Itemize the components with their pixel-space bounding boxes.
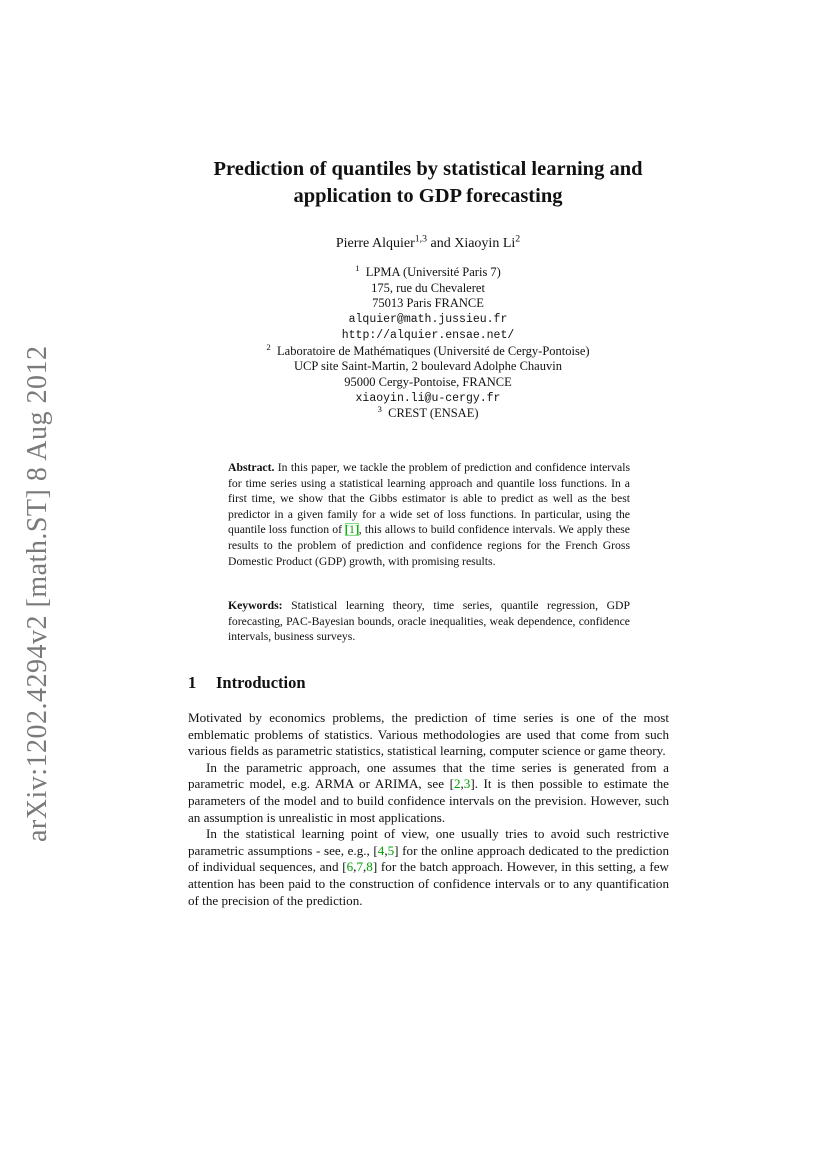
citation-link-4[interactable]: 4 <box>377 842 385 858</box>
citation-separator: , <box>353 859 357 875</box>
affiliations <box>150 262 706 422</box>
citation-separator: , <box>384 842 388 858</box>
affiliation-2-name <box>150 341 706 360</box>
affiliation-1-name <box>150 262 706 281</box>
author-2-marks: 2 <box>515 233 521 245</box>
paragraph-3-text-a: In the statistical learning point of view, one usually tries to avoid such restrictive parametric assumptions - see, e.g., [ <box>188 826 669 858</box>
affiliation-3-name-text: CREST (ENSAE) <box>388 406 479 421</box>
introduction-body <box>188 710 669 909</box>
paper-title <box>150 156 706 210</box>
affiliation-1-email[interactable]: alquier@math.jussieu.fr <box>348 313 508 327</box>
abstract-label: Abstract. <box>228 461 275 474</box>
citation-link-7[interactable]: 7 <box>356 859 363 875</box>
author-2: Xiaoyin Li <box>454 236 516 251</box>
author-1-marks: 1,3 <box>414 233 427 245</box>
section-title: Introduction <box>216 673 306 692</box>
author-1: Pierre Alquier <box>335 236 415 251</box>
affiliation-1-street: 175, rue du Chevaleret <box>371 280 485 295</box>
affiliation-2-street: UCP site Saint-Martin, 2 boulevard Adolphe Chauvin <box>294 359 562 374</box>
keywords-label: Keywords: <box>228 599 283 612</box>
affiliation-2-city: 95000 Cergy-Pontoise, FRANCE <box>344 374 512 389</box>
affiliation-3-mark: 3 <box>377 404 382 415</box>
section-number: 1 <box>188 673 197 692</box>
abstract-text-b: , this allows to build confidence intervals. We apply these results to the problem of prediction and confidence regions for the French Gross Domestic Product (GDP) growth, with promising results. <box>228 523 630 568</box>
paragraph-3 <box>188 826 669 909</box>
citation-link-1[interactable]: [1] <box>345 523 359 537</box>
authors-line <box>150 233 706 252</box>
affiliation-1-mark: 1 <box>355 262 360 273</box>
paragraph-1: Motivated by economics problems, the prediction of time series is one of the most emblematic problems of statistics. Various methodologies are used that come from such various fields as parametric statistics, statistical learning, computer science or game theory. <box>188 710 669 759</box>
paragraph-3-text-b: ] for the online approach dedicated to the prediction of individual sequences, and [ <box>188 842 670 875</box>
citation-link-3[interactable]: 3 <box>463 776 471 792</box>
title-line-2: application to GDP forecasting <box>293 185 563 207</box>
paragraph-2-text-b: ]. It is then possible to estimate the parameters of the model and to build confidence intervals on the prevision. However, such an assumption is unrealistic in most applications. <box>188 776 669 825</box>
keywords-text: Statistical learning theory, time series, quantile regression, GDP forecasting, PAC-Bayesian bounds, oracle inequalities, weak dependence, confidence intervals, business surveys. <box>228 599 630 644</box>
arxiv-identifier: arXiv:1202.4294v2 [math.ST] 8 Aug 2012 <box>22 345 53 842</box>
affiliation-2-email[interactable]: xiaoyin.li@u-cergy.fr <box>355 391 501 405</box>
paragraph-2-text-a: In the parametric approach, one assumes that the time series is generated from a parametric model, e.g. ARMA or ARIMA, see [ <box>188 759 669 792</box>
affiliation-1-url[interactable]: http://alquier.ensae.net/ <box>341 328 515 342</box>
affiliation-1-city: 75013 Paris FRANCE <box>372 296 484 311</box>
citation-separator: , <box>362 859 367 875</box>
paragraph-3-text-c: ] for the batch approach. However, in this setting, a few attention has been paid to the construction of confidence intervals or to any quantification of the precision of the prediction. <box>188 859 669 908</box>
affiliation-2-mark: 2 <box>266 341 271 352</box>
abstract-text-a: In this paper, we tackle the problem of prediction and confidence intervals for time series using a statistical learning approach and quantile loss functions. In a first time, we show that the Gibbs estimator is able to predict as well as the best predictor in a given family for a wide set of loss functions. In particular, using the quantile loss function of <box>228 461 630 537</box>
title-line-1: Prediction of quantiles by statistical learning and <box>213 158 643 180</box>
affiliation-2-name-text: Laboratoire de Mathématiques (Université de Cergy-Pontoise) <box>277 343 590 358</box>
abstract <box>228 460 630 569</box>
paragraph-2 <box>188 760 669 826</box>
affiliation-1-name-text: LPMA (Université Paris 7) <box>365 265 501 279</box>
author-connector: and <box>427 236 455 251</box>
keywords <box>228 598 630 645</box>
citation-link-2[interactable]: 2 <box>453 776 461 792</box>
citation-link-5[interactable]: 5 <box>387 842 395 858</box>
citation-link-8[interactable]: 8 <box>366 859 373 875</box>
citation-link-6[interactable]: 6 <box>346 859 354 875</box>
citation-separator: , <box>460 776 464 792</box>
section-heading-introduction <box>188 673 306 693</box>
affiliation-3-name <box>150 406 706 422</box>
